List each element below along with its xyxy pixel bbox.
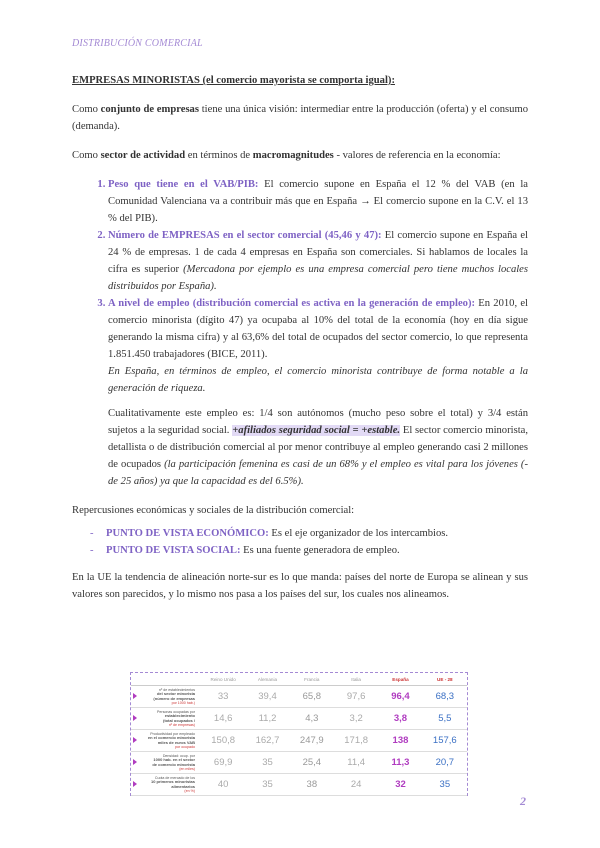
table-cell: 97,6: [334, 686, 378, 708]
bold-term: conjunto de empresas: [100, 104, 199, 115]
list-item: [108, 295, 528, 397]
row-label: [131, 708, 201, 730]
text-run: Como: [72, 150, 101, 161]
table-cell: 3,8: [378, 708, 422, 730]
table-cell: 68,3: [423, 686, 467, 708]
row-label-line: 1000 hab. en el sector: [153, 757, 195, 763]
list-item-heading: Número de EMPRESAS en el sector comercial (45,46 y 47):: [108, 230, 382, 241]
row-label-line: por 1000 hab.): [171, 700, 195, 705]
table-cell: 35: [245, 774, 289, 796]
table-cell: 96,4: [378, 686, 422, 708]
table-row: [131, 774, 467, 796]
column-header: UE - 28: [423, 673, 467, 686]
row-label-line: (en %): [184, 788, 195, 793]
paragraph-sector-actividad: [72, 147, 528, 164]
paragraph-repercusiones: Repercusiones económicas y sociales de la distribución comercial:: [72, 505, 355, 516]
list-item-text: En 2010, el comercio minorista (dígito 47) ya ocupaba al 10% del total de la economía (hoy en día sigue generando la misma cifra) y al 63,6% del total de ocupados del sector comercio, lo que representa 1.851.450 trabajadores (BICE, 2011).: [108, 298, 528, 360]
row-label-line: del sector minorista: [156, 691, 195, 697]
dash-list: [72, 525, 528, 559]
row-label: [131, 774, 201, 796]
column-header: España: [378, 673, 422, 686]
row-label-line: nº de establecimientos: [158, 688, 195, 693]
text-run: Cualitativamente este empleo es: 1/4 son autónomos (mucho peso sobre el total) y 3/4 están sujetos a la seguridad social.: [108, 408, 528, 436]
list-item-italic: (Mercadona por ejemplo es una empresa comercial pero tiene muchos locales distribuidos por España).: [108, 264, 529, 292]
text-run: en términos de: [185, 150, 253, 161]
list-item-italic: En España, en términos de empleo, el comercio minorista contribuye de forma notable a la generación de riqueza.: [108, 366, 528, 394]
text-run: El sector comercio minorista, detallista o de distribución comercial al por menor contribuye al empleo generando casi 2 millones de ocupados: [108, 425, 528, 470]
highlighted-text: +afiliados seguridad social = +estable.: [232, 425, 401, 436]
row-label-line: nº de empresas): [168, 722, 195, 727]
table-cell: 14,6: [201, 708, 245, 730]
comparison-table: [131, 673, 467, 796]
table-cell: 32: [378, 774, 422, 796]
page-number: 2: [520, 794, 526, 808]
table-cell: 5,5: [423, 708, 467, 730]
table-cell: 40: [201, 774, 245, 796]
list-item: [90, 525, 528, 542]
paragraph-conjunto-empresas: [72, 101, 528, 135]
table-corner-cell: [131, 673, 201, 686]
table-cell: 138: [378, 730, 422, 752]
text-run: - valores de referencia en la economía:: [333, 150, 501, 161]
row-label-line: 10 primeros minoristas: [150, 779, 195, 785]
list-item: [108, 176, 528, 227]
document-body: [72, 72, 528, 615]
table-cell: 247,9: [290, 730, 334, 752]
table-cell: 11,4: [334, 752, 378, 774]
table-cell: 20,7: [423, 752, 467, 774]
column-header: Francia: [290, 673, 334, 686]
table-row: [131, 708, 467, 730]
row-label-line: en el comercio minorista: [147, 735, 195, 741]
list-item-heading: PUNTO DE VISTA ECONÓMICO:: [106, 528, 269, 539]
row-label-line: (en miles): [179, 766, 195, 771]
table-cell: 24: [334, 774, 378, 796]
column-header: Italia: [334, 673, 378, 686]
list-item-heading: A nivel de empleo (distribución comercial es activa en la generación de empleo):: [108, 298, 476, 309]
bold-term: macromagnitudes: [252, 150, 334, 161]
table-cell: 4,3: [290, 708, 334, 730]
column-header: Reino Unido: [201, 673, 245, 686]
triangle-marker-icon: [133, 715, 137, 721]
paragraph-ue-tendencia: En la UE la tendencia de alineación norte-sur es lo que manda: países del norte de Europa se alinean y sus valores son parecidos, y lo mismo nos pasa a los países del sur, los cuales nos alineamos.: [72, 572, 528, 600]
row-label: [131, 686, 201, 708]
table-cell: 157,6: [423, 730, 467, 752]
row-label-line: Personas ocupadas por: [157, 710, 195, 715]
section-title: EMPRESAS MINORISTAS (el comercio mayorista se comporta igual):: [72, 75, 395, 86]
list-item-heading: Peso que tiene en el VAB/PIB:: [108, 179, 259, 190]
row-label-line: (total ocupados /: [163, 717, 195, 723]
triangle-marker-icon: [133, 693, 137, 699]
list-item-text: El comercio supone en España el 24 % de empresas. 1 de cada 4 empresas en España son comerciales. Si hablamos de locales la cifra es superior: [108, 230, 528, 275]
list-item-text: Es una fuente generadora de empleo.: [240, 545, 400, 556]
table-cell: 150,8: [201, 730, 245, 752]
table-cell: 162,7: [245, 730, 289, 752]
running-header: DISTRIBUCIÓN COMERCIAL: [72, 38, 203, 49]
list-item: [108, 227, 528, 295]
table-cell: 38: [290, 774, 334, 796]
dash-bullet: -: [90, 545, 94, 556]
row-label-line: de comercio minorista: [152, 761, 195, 767]
text-run: tiene una única visión: intermediar entre la producción (oferta) y el consumo (demanda).: [72, 104, 528, 132]
comparison-table-image: [130, 672, 468, 796]
row-label: [131, 752, 201, 774]
row-label-line: alimentarios: [171, 783, 195, 789]
dash-bullet: -: [90, 528, 94, 539]
list-item-heading: PUNTO DE VISTA SOCIAL:: [106, 545, 241, 556]
table-cell: 69,9: [201, 752, 245, 774]
row-label-line: miles de euros VAB: [157, 739, 195, 745]
bold-term: sector de actividad: [100, 150, 186, 161]
row-label-line: establecimiento: [164, 713, 195, 719]
table-header-row: [131, 673, 467, 686]
table-cell: 3,2: [334, 708, 378, 730]
table-cell: 33: [201, 686, 245, 708]
table-cell: 65,8: [290, 686, 334, 708]
table-cell: 11,3: [378, 752, 422, 774]
row-label: [131, 730, 201, 752]
list-item: [90, 542, 528, 559]
list-item-text: El comercio supone en España el 12 % del VAB (en la Comunidad Valenciana va a contribuir más que en España → El comercio supone en la C.V. el 13 % del PIB).: [108, 179, 528, 224]
row-label-line: (número de empresas: [153, 695, 195, 701]
numbered-list: [72, 176, 528, 397]
row-label-line: Densidad: ocup. por: [162, 754, 195, 759]
column-header: Alemania: [245, 673, 289, 686]
table-row: [131, 686, 467, 708]
text-run: Como: [72, 104, 101, 115]
table-cell: 25,4: [290, 752, 334, 774]
triangle-marker-icon: [133, 759, 137, 765]
table-row: [131, 730, 467, 752]
row-label-line: Productividad por empleado: [150, 732, 195, 737]
table-row: [131, 752, 467, 774]
triangle-marker-icon: [133, 737, 137, 743]
paragraph-cualitativamente: [108, 405, 528, 490]
italic-text: (la participación femenina es casi de un 68% y el empleo es vital para los jóvenes (- de 25 años) ya que la capacidad es del 6.5%).: [108, 459, 528, 487]
list-item-text: Es el eje organizador de los intercambios.: [268, 528, 449, 539]
triangle-marker-icon: [133, 781, 137, 787]
table-cell: 171,8: [334, 730, 378, 752]
row-label-line: Cuota de mercado de los: [154, 776, 195, 781]
table-cell: 11,2: [245, 708, 289, 730]
table-cell: 39,4: [245, 686, 289, 708]
table-cell: 35: [423, 774, 467, 796]
table-cell: 35: [245, 752, 289, 774]
row-label-line: por ocupado: [175, 744, 195, 749]
